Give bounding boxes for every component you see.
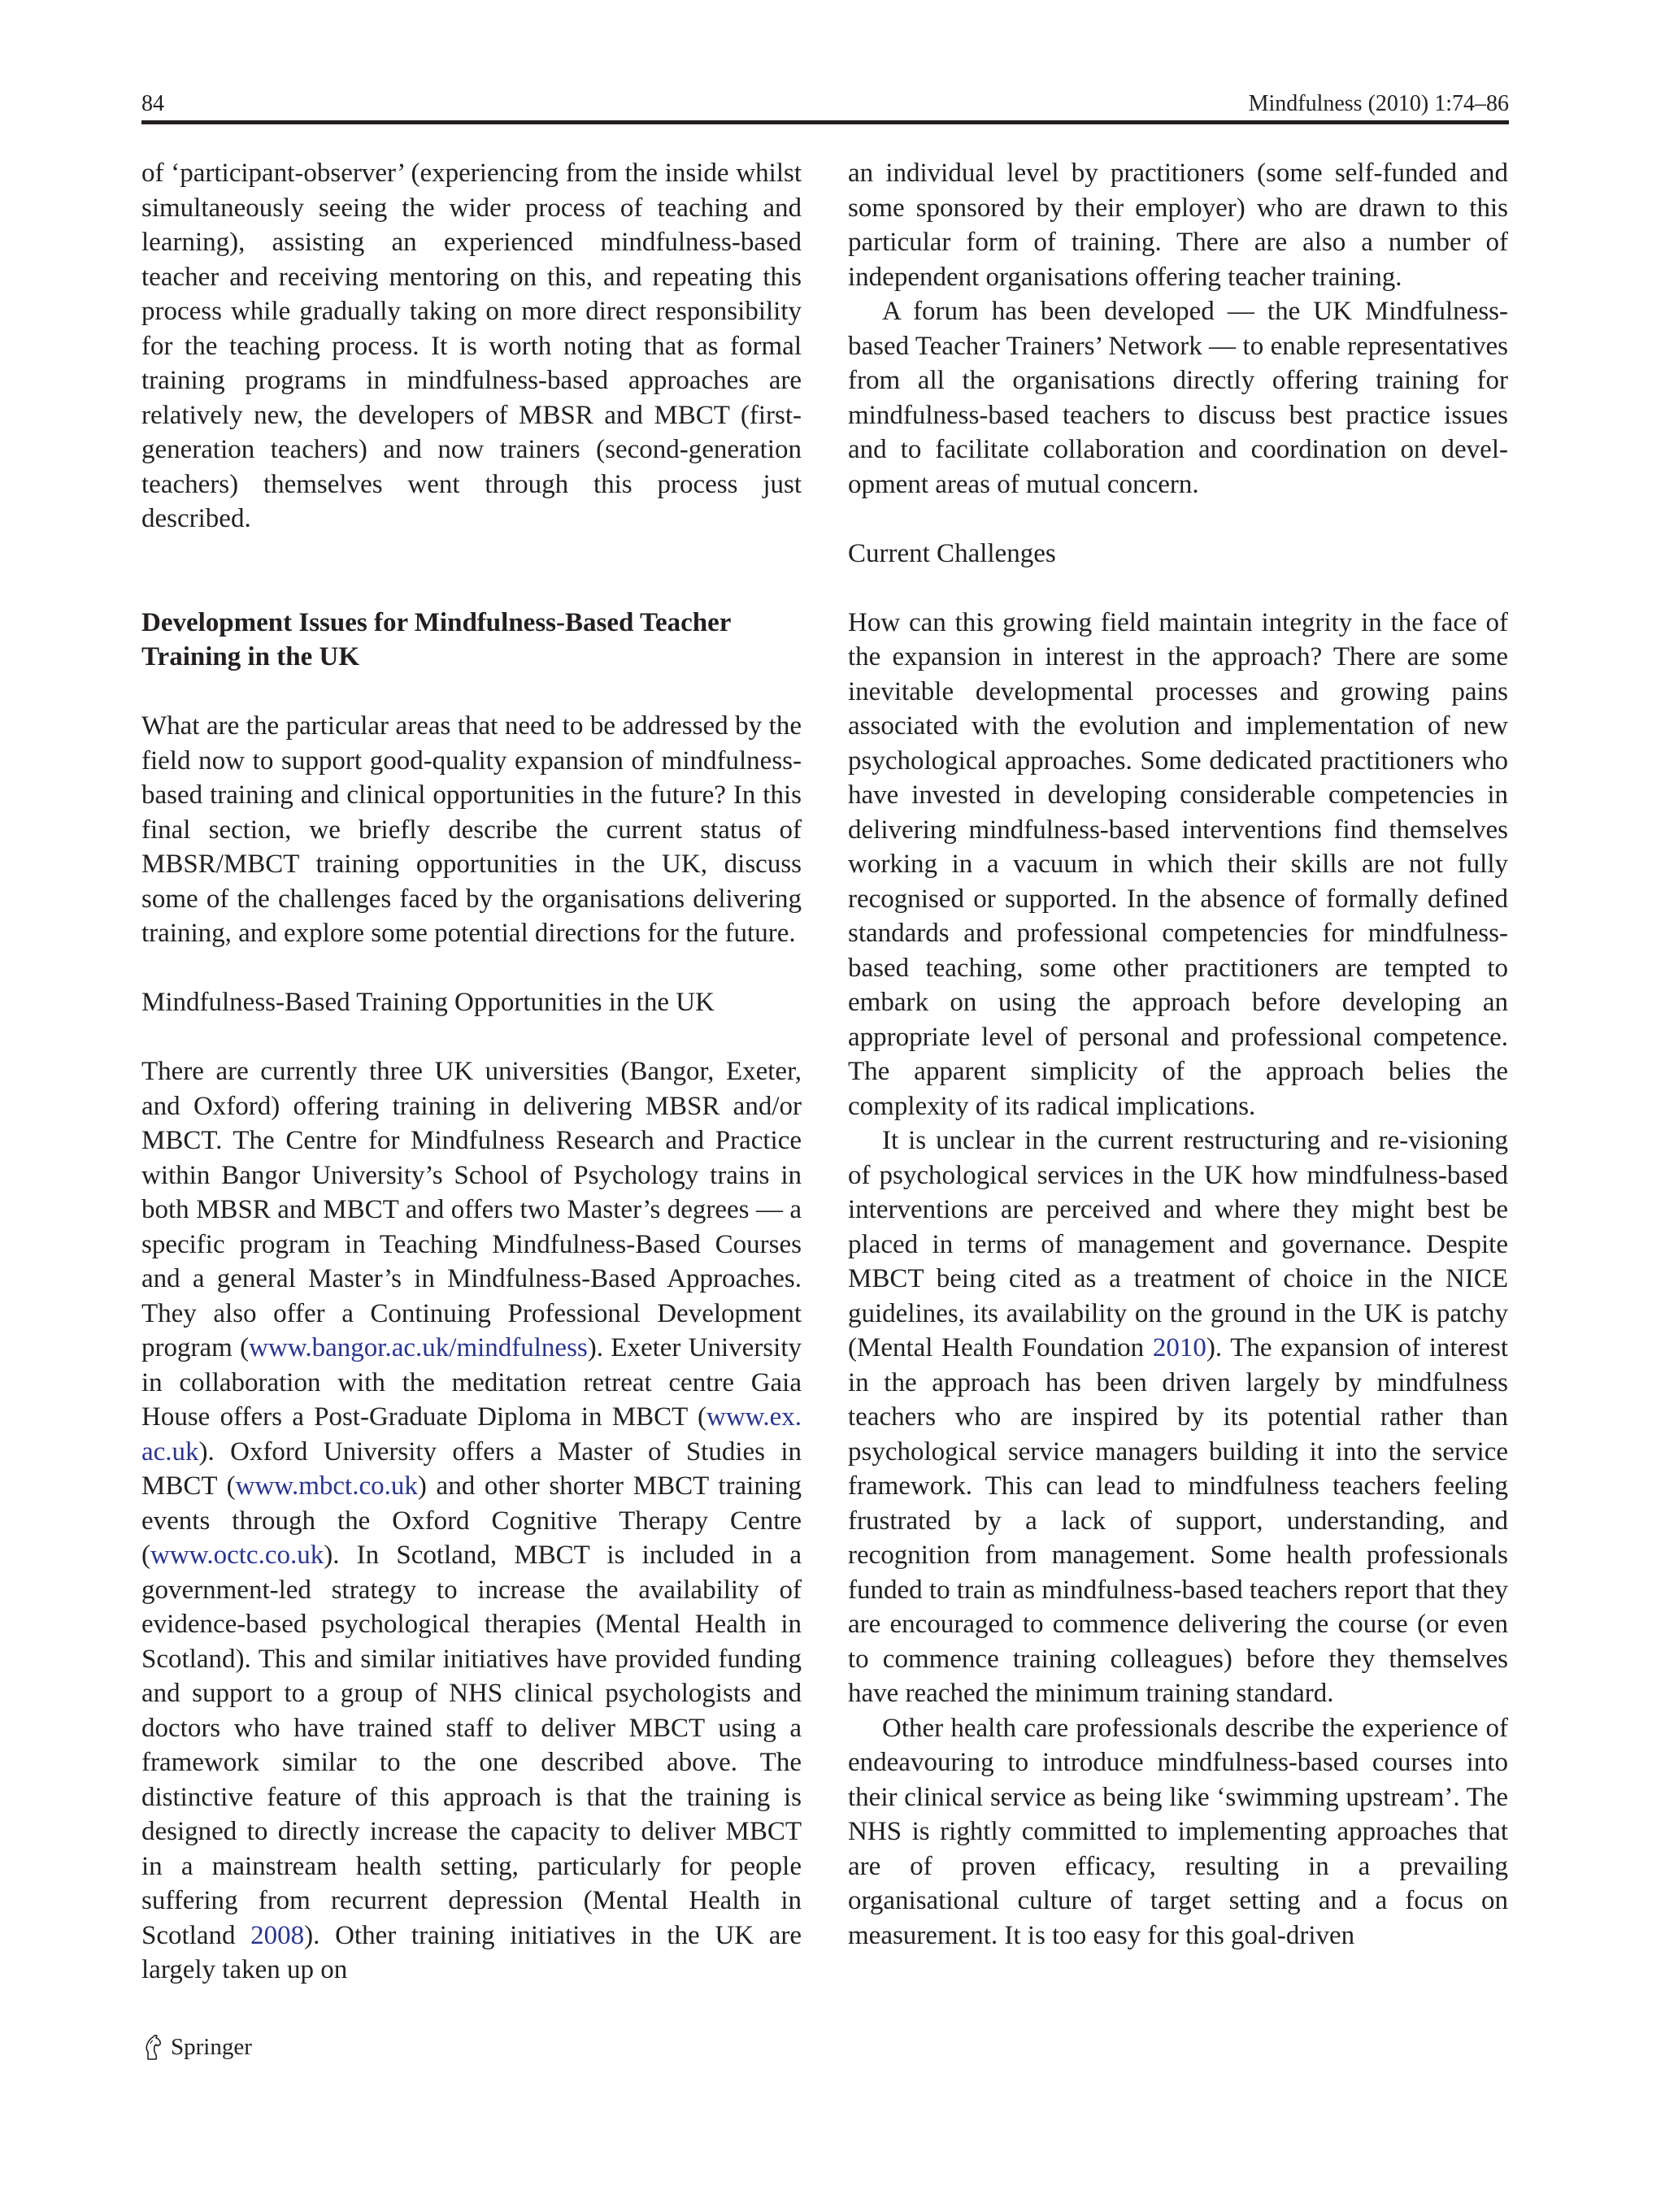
text-run: There are currently three UK universities (Bangor, Exeter, and Oxford) offering training in delivering MBSR and/or MBCT. The Centre for Mindfulness Research and Practice within Bangor University’s School of Psychology trains in both MBSR and MBCT and offers two Master’s degrees — a specific program in Teaching Mindfulness-Based Courses and a general Master’s in Mindfulness-Based Approaches. They also offer a Continuing Professional Development program ( (141, 1057, 802, 1362)
left-column (141, 156, 802, 1988)
paragraph-continuation: of ‘participant-observer’ (experiencing from the inside whilst simultaneously seeing the wider process of teaching and learning), assisting an experienced mindfulness-based teacher and receiving mentoring on this, and repeating this process while gradually taking on more direct responsibility for the teaching process. It is worth noting that as formal training programs in mindfulness-based approaches are relatively new, the developers of MBSR and MBCT (first-generation teachers) and now trainers (second-generation teachers) themselves went through this process just described. (141, 159, 802, 533)
paragraph-challenges-2 (848, 1123, 1508, 1711)
publisher-name: Springer (171, 2033, 252, 2060)
text-run: ). Exeter University in collaboration with the meditation retreat centre Gaia House offers a Post-Graduate Diploma in MBCT ( (141, 1333, 802, 1432)
paragraph-forum: A forum has been developed — the UK Mindfulness-based Teacher Trainers’ Network — to enable representatives from all the organisations directly offering training for mindfulness-based teachers to discuss best practice issues and to facilitate collaboration and coordination on development areas of mutual concern. (848, 297, 1508, 499)
text-run: ). The expansion of interest in the approach has been driven largely by mindfulness teachers who are inspired by its potential rather than psychological service managers building it into the service framework. This can lead to mindfulness teachers feeling frustrated by a lack of support, understanding, and recognition from management. Some health professionals funded to train as mindfulness-based teachers report that they are encouraged to commence delivering the course (or even to commence training colleagues) before they themselves have reached the minimum training standard. (848, 1333, 1509, 1708)
citation-2008[interactable]: 2008 (250, 1920, 305, 1950)
text-run: ). Other training initiatives in the UK are largely taken up on (141, 1920, 802, 1984)
link-octc[interactable]: www.octc.co.uk (150, 1541, 324, 1570)
subsection-heading: Mindfulness-Based Training Opportunities in the UK (141, 988, 715, 1017)
section-spacer (141, 1020, 802, 1055)
journal-reference: Mindfulness (2010) 1:74–86 (1248, 91, 1509, 116)
citation-2010[interactable]: 2010 (1152, 1333, 1206, 1362)
link-mbct[interactable]: www.mbct.co.uk (235, 1471, 418, 1501)
text-run: ) and other shorter MBCT training events through the Oxford Cognitive Therapy Centre ( (141, 1471, 802, 1570)
paragraph-continuation: an individual level by practitioners (some self-funded and some sponsored by their employer) who are drawn to this particular form of training. There are also a number of independent organisations offering teacher training. (848, 159, 1508, 292)
page-footer (141, 2029, 252, 2065)
paragraph-development-issues: What are the particular areas that need to be addressed by the field now to support good-quality expansion of mindfulness-based training and clinical opportunities in the future? In this final section, we briefly describe the current status of MBSR/MBCT training opportunities in the UK, discuss some of the challenges faced by the organisations delivering training, and explore some potential directions for the future. (141, 711, 802, 948)
section-spacer (848, 571, 1508, 606)
text-run: It is unclear in the current restructuring and re-visioning of psychological services in the UK how mindfulness-based interventions are perceived and where they might best be placed in terms of management and governance. Despite MBCT being cited as a treatment of choice in the NICE guidelines, its availability on the ground in the UK is patchy (Mental Health Foundation (848, 1126, 1508, 1362)
text-run: ). In Scotland, MBCT is included in a government-led strategy to increase the availability of evidence-based psychological therapies (Mental Health in Scotland). This and similar initiatives have provided funding and support to a group of NHS clinical psychologists and doctors who have trained staff to deliver MBCT using a framework similar to the one described above. The distinctive feature of this approach is that the training is designed to directly increase the capacity to deliver MBCT in a mainstream health setting, particularly for people suffering from recurrent depression (Mental Health in Scotland (141, 1541, 802, 1950)
section-spacer (141, 537, 802, 606)
paragraph-challenges-3: Other health care professionals describe the experience of endeavouring to introduce mindfulness-based courses into their clinical service as being like ‘swimming upstream’. The NHS is rightly committed to implementing approaches that are of proven efficacy, resulting in a prevailing organisational culture of target setting and a focus on measurement. It is too easy for this goal-driven (848, 1713, 1508, 1950)
section-heading: Development Issues for Mindfulness-Based Teacher Training in the UK (141, 607, 731, 671)
text-run: ). Oxford University offers a Master of Studies in MBCT ( (141, 1436, 802, 1501)
link-bangor[interactable]: www.bangor.ac.uk/mindfulness (249, 1333, 588, 1362)
page-number: 84 (141, 91, 164, 116)
section-spacer (141, 675, 802, 710)
running-header (141, 91, 1509, 124)
subsection-heading: Current Challenges (848, 538, 1056, 568)
section-spacer (848, 502, 1508, 537)
right-column (848, 156, 1508, 1953)
header-rule (141, 120, 1509, 124)
paragraph-training-opportunities (141, 1054, 802, 1988)
springer-horse-logo-icon (141, 2032, 166, 2062)
paragraph-challenges-1: How can this growing field maintain integrity in the face of the expansion in interest in the approach? There are some inevitable developmental processes and growing pains associated with the evolution and implementation of new psychological approaches. Some dedicated practitioners who have invested in developing considerable competencies in delivering mindfulness-based interventions find themselves working in a vacuum in which their skills are not fully recognised or supported. In the absence of formally defined standards and professional competencies for mindfulness-based teaching, some other practitioners are tempted to embark on using the approach before developing an appropriate level of personal and professional competence. The apparent simplicity of the approach belies the complexity of its radical implications. (848, 607, 1508, 1121)
link-exeter[interactable]: www.ex.​ac.uk (141, 1402, 802, 1467)
section-spacer (141, 951, 802, 986)
